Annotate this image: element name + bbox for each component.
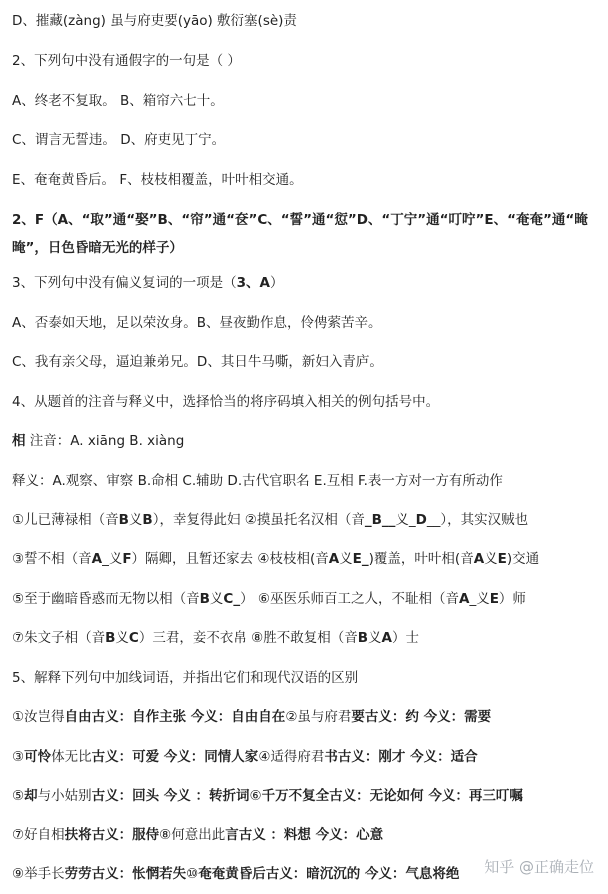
xiang-row-1	[12, 510, 602, 530]
q3-options-cd: C、我有亲父母，逼迫兼弟兄。D、其日牛马嘶，新妇入青庐。	[12, 354, 383, 370]
xiang-pronunciation	[12, 431, 602, 451]
xiang-row-2	[12, 549, 602, 569]
answer: E	[489, 591, 499, 607]
text: ③	[12, 749, 25, 765]
option-d-line: D、摧藏(zàng) 虽与府吏要(yāo) 敷衍塞(sè)责	[12, 13, 297, 29]
q3-text: 3、下列句中没有偏义复词的一项是（	[12, 275, 237, 291]
xiang-row-3	[12, 589, 602, 609]
answer: 古义：可爱 今义：同情人家	[91, 749, 259, 765]
text: )交通	[506, 551, 540, 567]
text: ⑩	[186, 866, 199, 882]
text: ⑧胜不敢复相（音	[251, 630, 358, 646]
text: ①汝岂得	[12, 709, 65, 725]
answer: 千万不复全古义：无论如何 今义：再三叮嘱	[261, 788, 523, 804]
vocab-row-1	[12, 707, 602, 727]
zhihu-watermark: 知乎 @正确走位	[484, 858, 594, 876]
text: ④枝枝相(音	[257, 551, 329, 567]
answer: 劳劳古义：怅惘若失	[64, 866, 187, 882]
text: ⑥	[249, 788, 262, 804]
text: ②摸虽托名汉相（音	[244, 512, 365, 528]
q2-options-cd: C、谓言无誓违。 D、府吏见丁宁。	[12, 132, 226, 148]
text: ）	[240, 591, 254, 607]
text: _义	[102, 551, 123, 567]
q2-options-ab: A、终老不复取。 B、箱帘六七十。	[12, 93, 224, 109]
answer: E_	[352, 551, 369, 567]
answer: C	[128, 630, 139, 646]
text: ）三君，妾不衣帛	[138, 630, 247, 646]
answer: 要古义：约 今义：需要	[351, 709, 492, 725]
text: ②虽与府君	[285, 709, 352, 725]
q3-answer: 3、A	[236, 275, 270, 291]
text: 义	[368, 630, 382, 646]
answer: 可怜	[24, 749, 52, 765]
text: ④适得府君	[258, 749, 325, 765]
question-4: 4、从题首的注音与释义中，选择恰当的将序码填入相关的例句括号中。	[12, 394, 440, 410]
question-5: 5、解释下列句中加线词语，并指出它们和现代汉语的区别	[12, 670, 359, 686]
xiang-pinyin: 注音：A. xiāng B. xiàng	[29, 433, 185, 449]
text: __），其实汉贼也	[426, 512, 529, 528]
question-2: 2、下列句中没有通假字的一句是（ ）	[12, 53, 241, 69]
answer: B	[118, 512, 129, 528]
text: ⑦朱文子相（音	[12, 630, 106, 646]
answer: 言古义 ：料想 今义：心意	[225, 827, 384, 843]
text: ）士	[391, 630, 419, 646]
vocab-row-4	[12, 825, 602, 845]
answer: B	[357, 630, 369, 646]
answer: F	[122, 551, 132, 567]
text: ③誓不相（音	[12, 551, 92, 567]
xiang-char: 相	[12, 433, 26, 449]
text: ⑦好自相	[12, 827, 65, 843]
text: 体无比	[51, 749, 92, 765]
xiang-row-4	[12, 628, 602, 648]
answer: A	[328, 551, 340, 567]
text: ）师	[498, 591, 526, 607]
answer: 扶将古义：服侍	[64, 827, 160, 843]
text: 义	[484, 551, 498, 567]
text: ），幸复得此妇	[152, 512, 241, 528]
text: ⑤	[12, 788, 25, 804]
answer: 却	[24, 788, 38, 804]
answer: B	[199, 591, 210, 607]
text: ⑥巫医乐师百工之人，不耻相（音	[257, 591, 459, 607]
text: 义	[209, 591, 224, 607]
answer: 自由古义：自作主张 今义：自由自在	[64, 709, 286, 725]
text: 义	[339, 551, 353, 567]
answer: _B__	[364, 512, 396, 528]
answer: D	[415, 512, 427, 528]
text: 义	[115, 630, 129, 646]
answer: B	[142, 512, 153, 528]
text: ⑨举手长	[12, 866, 65, 882]
q2-answer: 2、F（A、“取”通“娶”B、“帘”通“奁”C、“誓”通“愆”D、“丁宁”通“叮咛”E、“奄奄”通“晻晻”，日色昏暗无光的样子）	[12, 212, 588, 256]
answer: A	[381, 630, 392, 646]
answer: A	[473, 551, 485, 567]
answer: C_	[223, 591, 241, 607]
q3-options-ab: A、否泰如天地，足以荣汝身。B、昼夜勤作息，伶俜萦苦辛。	[12, 315, 382, 331]
answer: 奄奄黄昏后古义：暗沉沉的 今义：气息将绝	[198, 866, 460, 882]
text: ⑤至于幽暗昏惑而无物以相（音	[12, 591, 200, 607]
q3-close: ）	[269, 275, 284, 291]
text: 义_	[395, 512, 416, 528]
text: )覆盖，叶叶相(音	[368, 551, 474, 567]
text: 义	[128, 512, 143, 528]
text: ⑧何意出此	[159, 827, 226, 843]
answer: B	[105, 630, 116, 646]
text: _义	[469, 591, 490, 607]
vocab-row-2	[12, 747, 602, 767]
answer: A	[91, 551, 103, 567]
text: ）隔卿，且暂还家去	[131, 551, 254, 567]
q2-options-ef: E、奄奄黄昏后。 F、枝枝相覆盖，叶叶相交通。	[12, 172, 303, 188]
answer: 书古义：刚才 今义：适合	[324, 749, 478, 765]
text: ①儿已薄禄相（音	[12, 512, 119, 528]
question-3	[12, 273, 602, 293]
answer: A	[458, 591, 470, 607]
text: 与小姑别	[37, 788, 92, 804]
xiang-meanings: 释义：A.观察、审察 B.命相 C.辅助 D.古代官职名 E.互相 F.表一方对一方有所动作	[12, 473, 503, 489]
answer: 古义：回头 今义 ：转折词	[91, 788, 250, 804]
answer: E	[497, 551, 507, 567]
vocab-row-3	[12, 786, 602, 806]
